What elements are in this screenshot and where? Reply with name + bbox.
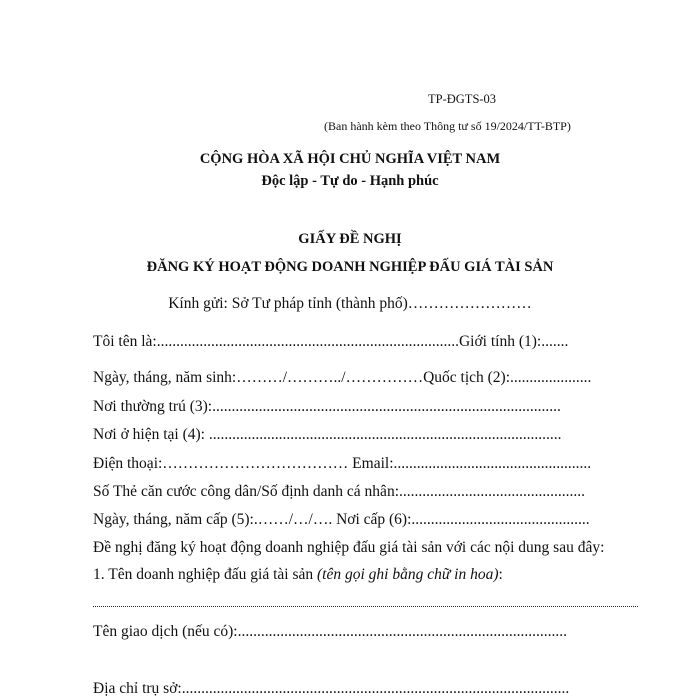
contact-field: Điện thoại:……………………………… Email:...................................................: [93, 455, 592, 472]
trade-name-field: Tên giao dịch (nếu có):.....................................................................................: [93, 623, 567, 640]
permanent-residence-field: Nơi thường trú (3):..........................................................................................: [93, 398, 561, 415]
document-subtitle: ĐĂNG KÝ HOẠT ĐỘNG DOANH NGHIỆP ĐẤU GIÁ TÀI SẢN: [146, 259, 554, 275]
issue-field: Ngày, tháng, năm cấp (5):.……/…/…. Nơi cấp (6):..............................................: [93, 511, 590, 528]
national-motto: Độc lập - Tự do - Hạnh phúc: [261, 173, 439, 189]
request-text: Đề nghị đăng ký hoạt động doanh nghiệp đấu giá tài sản với các nội dung sau đây:: [93, 539, 605, 556]
item1-suffix: :: [498, 566, 503, 583]
form-code: TP-ĐGTS-03: [428, 92, 497, 106]
address-field: Địa chỉ trụ sở:....................................................................................................: [93, 680, 570, 697]
id-card-field: Số Thẻ căn cước công dân/Số định danh cá nhân:................................................: [93, 483, 585, 500]
item1-prefix: 1. Tên doanh nghiệp đấu giá tài sản: [93, 566, 317, 583]
issued-note: (Ban hành kèm theo Thông tư số 19/2024/TT-BTP): [324, 119, 571, 133]
company-name-blank: [93, 606, 638, 607]
document-title: GIẤY ĐỀ NGHỊ: [298, 231, 402, 247]
country-name: CỘNG HÒA XÃ HỘI CHỦ NGHĨA VIỆT NAM: [199, 151, 501, 167]
dob-field: Ngày, tháng, năm sinh:………/………../……………Quốc tịch (2):.....................: [93, 369, 592, 386]
item1-note: (tên gọi ghi bằng chữ in hoa): [316, 566, 499, 583]
current-residence-field: Nơi ở hiện tại (4): ...........................................................................................: [93, 426, 562, 443]
recipient-line: Kính gửi: Sở Tư pháp tỉnh (thành phố)……………………: [168, 295, 532, 312]
name-field: Tôi tên là:..............................................................................Giới tính (1):.......: [93, 333, 569, 350]
item1-label: [93, 566, 503, 584]
